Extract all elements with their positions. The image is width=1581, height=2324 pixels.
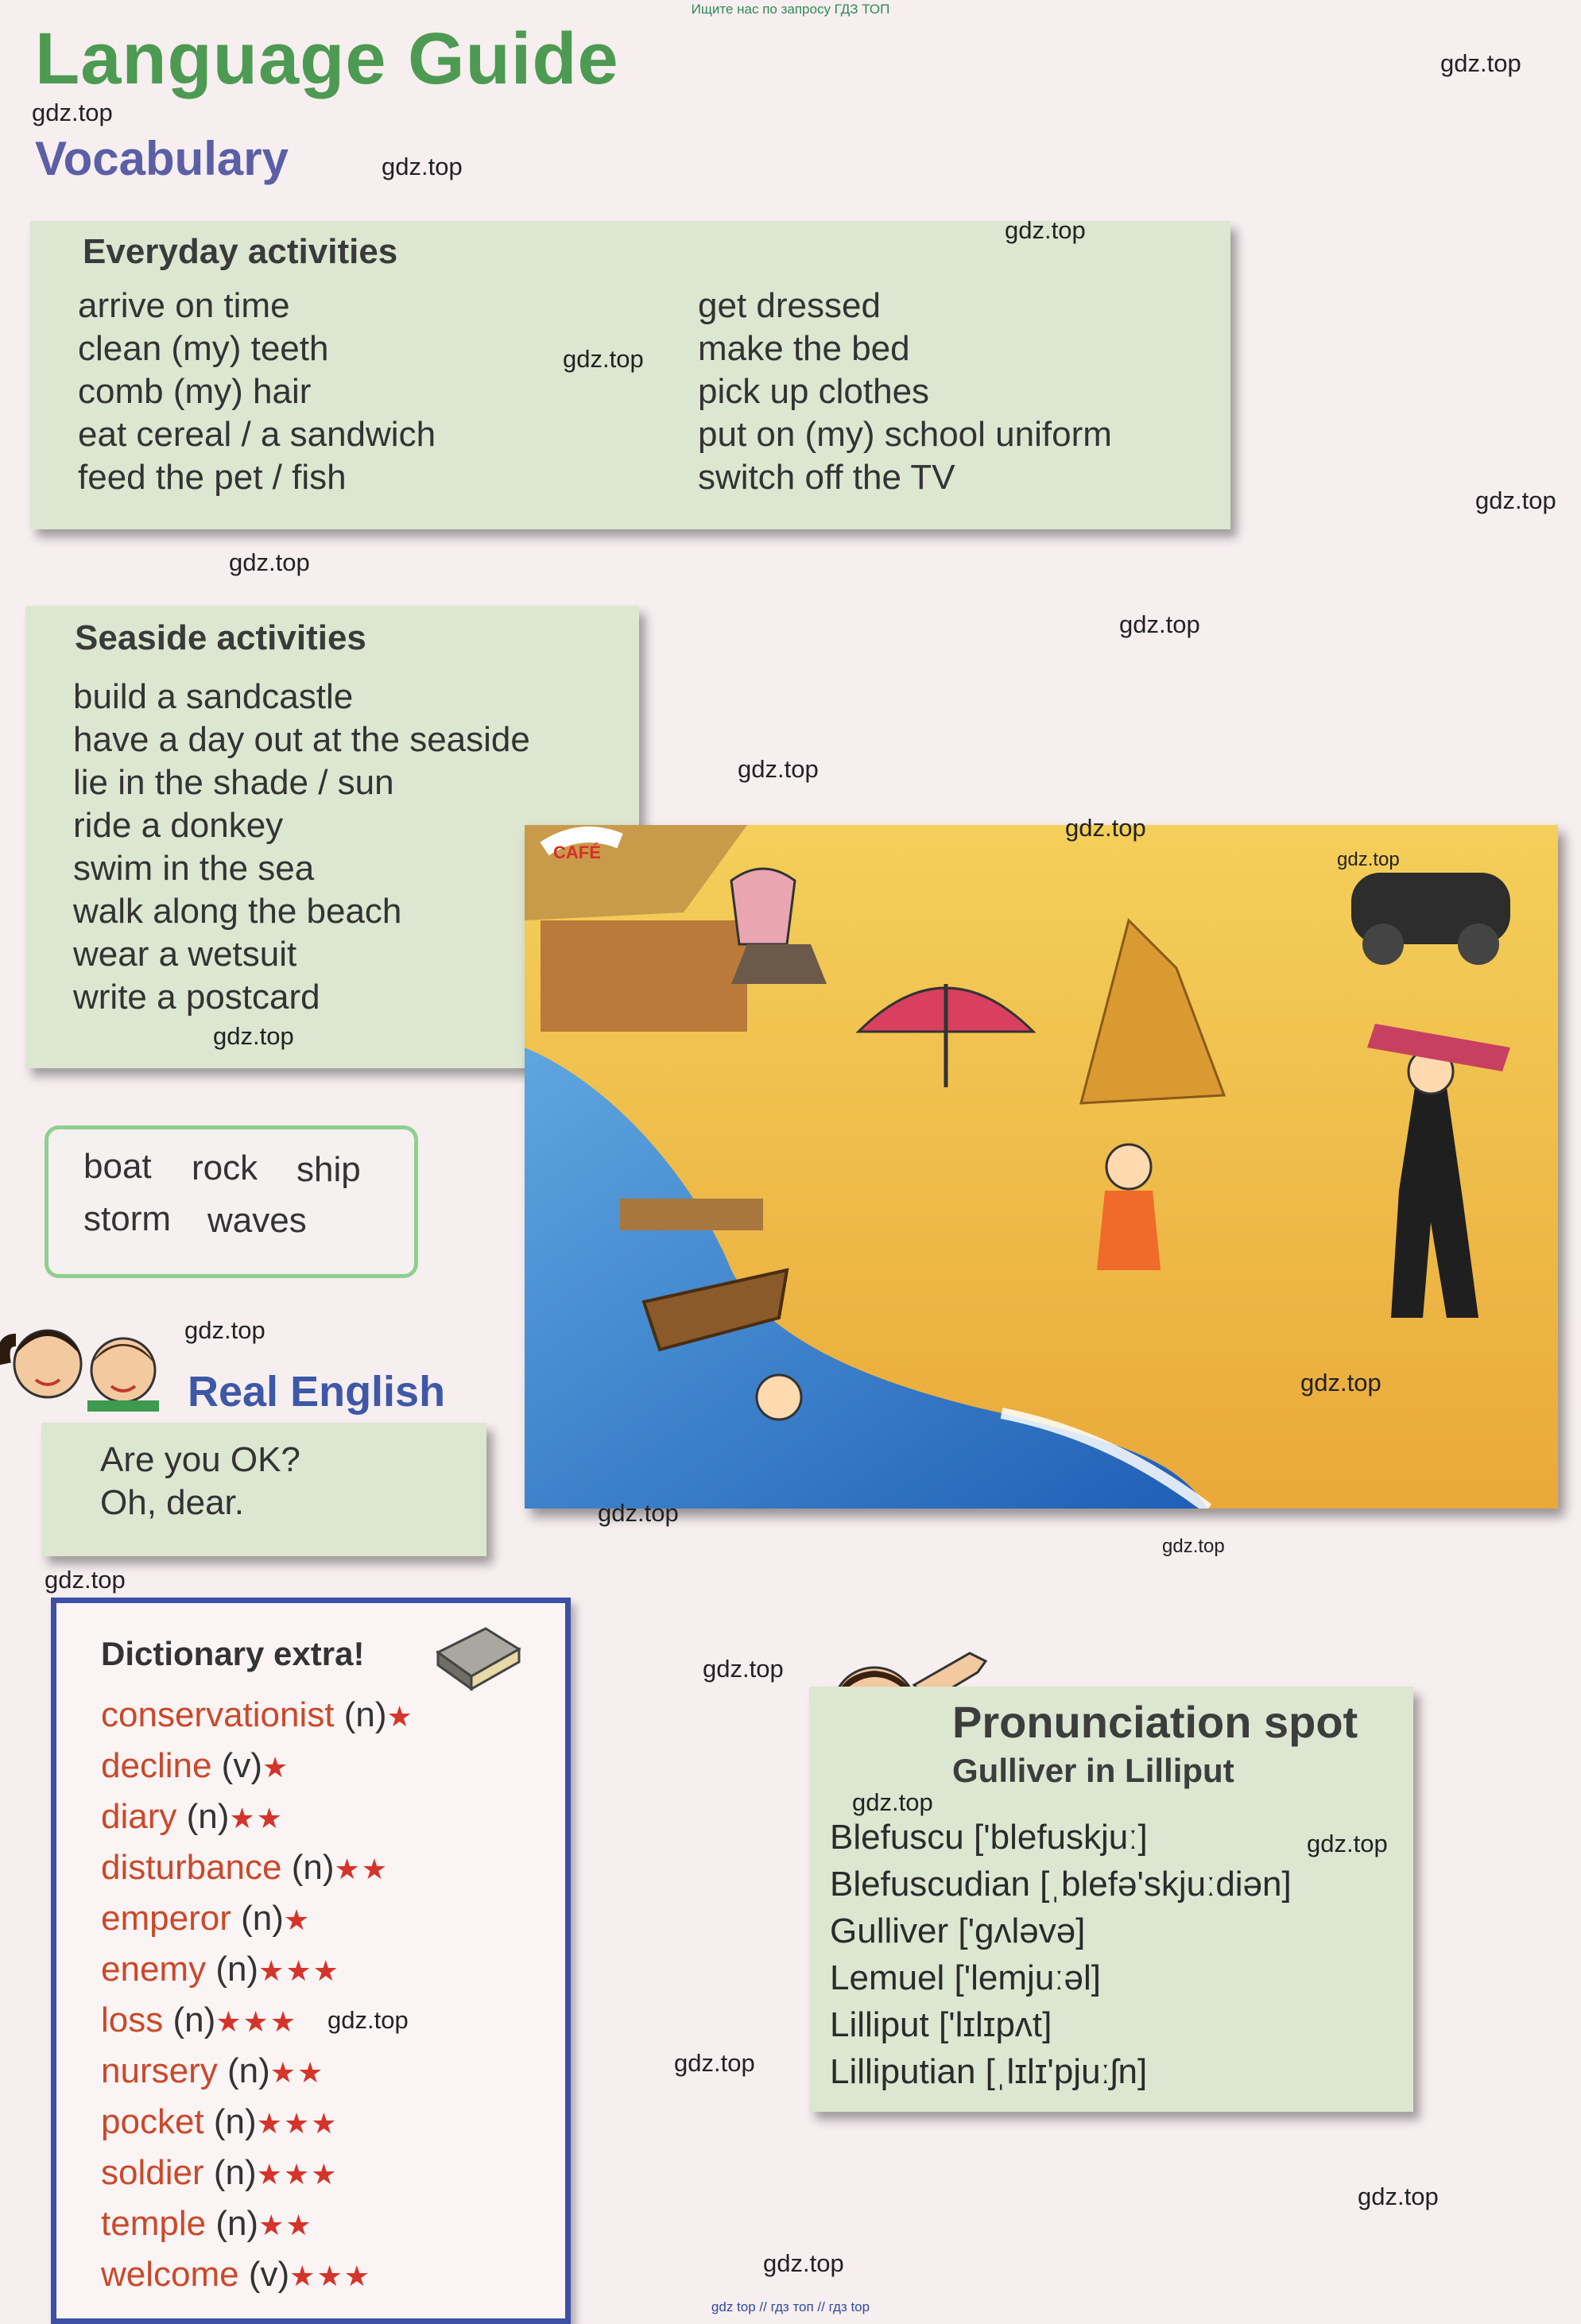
extra-words-box [45,1125,418,1278]
list-item: switch off the TV [698,458,955,497]
everyday-activities-panel [30,221,1230,529]
dictionary-entry: diary (n)★★ [101,1797,284,1836]
real-english-panel [41,1423,486,1556]
list-item: build a sandcastle [73,677,354,716]
cafe-deck [541,920,747,1032]
watermark: gdz.top [184,1316,265,1344]
top-banner: Ищите нас по запросу ГДЗ ТОП [691,2,890,17]
dictionary-entry: pocket (n)★★★ [101,2102,339,2141]
pronunciation-item: Lemuel ['lemjuːəl] [830,1958,1101,1997]
car-wheel [1458,924,1499,965]
watermark: gdz.top [738,755,819,783]
dictionary-extra-panel [51,1598,571,2324]
watermark: gdz.top [1358,2183,1439,2210]
watermark: gdz.top [674,2049,755,2077]
swimmer [757,1375,801,1420]
watermark: gdz.top [1005,216,1086,244]
list-item: lie in the shade / sun [73,763,394,802]
watermark: gdz.top [1162,1536,1225,1557]
beach-illustration [525,825,1558,1509]
frequency-stars: ★★ [229,1802,284,1834]
real-english-title: Real English [188,1368,446,1416]
list-item: get dressed [698,286,881,325]
frequency-stars: ★ [283,1904,312,1936]
watermark: gdz.top [763,2249,844,2277]
list-item: ride a donkey [73,806,284,845]
watermark: gdz.top [1440,49,1521,77]
dictionary-book-icon [430,1621,525,1696]
dictionary-entry: welcome (v)★★★ [101,2255,371,2294]
dictionary-entry: emperor (n)★ [101,1899,312,1938]
cafe-sign: CAFÉ [553,842,601,862]
pronunciation-title: Pronunciation spot [952,1697,1358,1747]
watermark: gdz.top [1065,814,1146,842]
word-storm: storm [83,1199,171,1238]
pronunciation-item: Gulliver ['gʌləvə] [830,1911,1086,1950]
pronunciation-item: Lilliputian [ˌlɪlɪ'pjuːʃn] [830,2052,1148,2091]
everyday-right-list [698,285,1112,499]
pronunciation-item: Blefuscudian [ˌblefə'skjuːdiən] [830,1865,1292,1904]
list-item: comb (my) hair [78,372,312,411]
watermark: gdz.top [327,2006,409,2034]
pronunciation-subtitle: Gulliver in Lilliput [952,1752,1234,1789]
everyday-left-list [78,285,436,499]
pronunciation-item: Blefuscu ['blefuskjuː] [830,1818,1148,1857]
kids-mascot [0,1308,167,1416]
frequency-stars: ★★★ [215,2005,298,2038]
dictionary-entry: conservationist (n)★ [101,1695,414,1734]
dictionary-entry: soldier (n)★★★ [101,2153,339,2192]
beach-scene [525,825,1558,1509]
runner-head [1106,1145,1151,1189]
list-item: wear a wetsuit [73,935,297,974]
jetty [620,1199,763,1230]
watermark: gdz.top [382,153,463,180]
list-item: walk along the beach [73,892,402,931]
dictionary-entry: nursery (n)★★ [101,2051,325,2090]
real-english-line: Are you OK? [100,1440,300,1479]
frequency-stars: ★★★ [256,2107,339,2140]
frequency-stars: ★ [262,1751,290,1784]
bottom-footer: gdz top // гдз топ // гдз top [711,2299,870,2314]
pronunciation-item: Lilliput ['lɪlɪpʌt] [830,2005,1052,2044]
watermark: gdz.top [598,1499,679,1527]
page-title: Language Guide [35,18,619,99]
list-item: swim in the sea [73,849,315,888]
word-boat: boat [83,1147,152,1186]
frequency-stars: ★ [386,1700,414,1733]
watermark: gdz.top [1300,1369,1381,1396]
donkey [731,944,827,984]
watermark: gdz.top [45,1566,126,1594]
watermark: gdz.top [229,548,310,576]
watermark: gdz.top [1119,610,1200,638]
pronunciation-list [830,1814,1292,2095]
list-item: put on (my) school uniform [698,415,1112,454]
list-item: arrive on time [78,286,290,325]
watermark: gdz.top [563,345,644,373]
watermark: gdz.top [852,1788,933,1816]
frequency-stars: ★★★ [258,1954,340,1987]
frequency-stars: ★★ [258,2209,313,2241]
dictionary-heading: Dictionary extra! [101,1635,365,1672]
frequency-stars: ★★★ [256,2158,339,2190]
runner-shirt [1097,1191,1161,1270]
list-item: feed the pet / fish [78,458,347,497]
seaside-heading: Seaside activities [75,618,366,657]
everyday-heading: Everyday activities [83,232,398,271]
watermark: gdz.top [213,1022,294,1050]
list-item: pick up clothes [698,372,930,411]
pronunciation-spot-panel [809,1687,1413,2112]
section-title-vocabulary: Vocabulary [35,132,289,185]
list-item: eat cereal / a sandwich [78,415,436,454]
dictionary-entry: decline (v)★ [101,1746,290,1785]
dictionary-entry: enemy (n)★★★ [101,1950,340,1989]
dictionary-entry: disturbance (n)★★ [101,1848,389,1887]
word-rock: rock [192,1148,258,1187]
watermark: gdz.top [703,1655,784,1683]
frequency-stars: ★★ [334,1853,389,1885]
donkey-rider [731,869,795,944]
car-wheel [1362,924,1404,965]
watermark: gdz.top [1337,849,1400,870]
seaside-list [73,676,530,1019]
word-waves: waves [207,1201,307,1240]
list-item: have a day out at the seaside [73,720,530,759]
dictionary-entry: loss (n)★★★ [101,2001,298,2039]
real-english-line: Oh, dear. [100,1483,245,1522]
watermark: gdz.top [1307,1830,1388,1857]
dictionary-entry: temple (n)★★ [101,2204,313,2243]
watermark: gdz.top [1475,486,1556,514]
word-ship: ship [296,1150,361,1189]
list-item: clean (my) teeth [78,329,329,368]
watermark: gdz.top [32,99,113,126]
list-item: write a postcard [73,978,320,1017]
frequency-stars: ★★ [269,2056,325,2089]
dictionary-list [101,1691,414,2301]
list-item: make the bed [698,329,910,368]
frequency-stars: ★★★ [289,2260,371,2292]
